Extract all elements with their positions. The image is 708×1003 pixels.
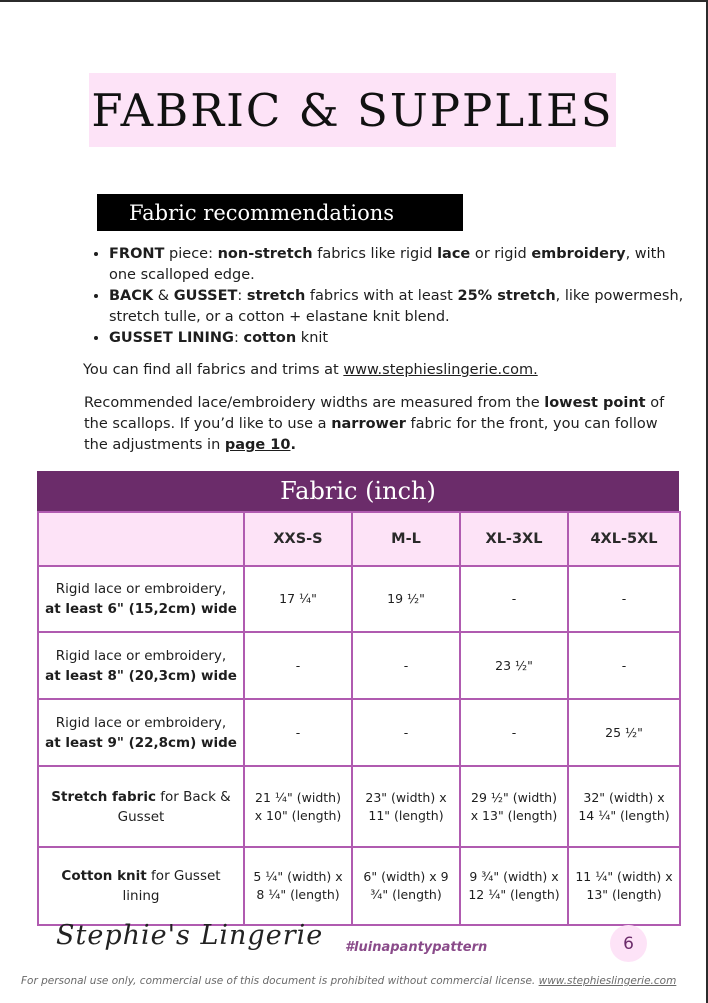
text: Rigid lace or embroidery,: [55, 647, 227, 664]
table-cell: 19 ½": [352, 566, 460, 632]
text: fabric for the front, you can follow the adjustments in: [84, 416, 658, 453]
bold-text: at least 8" (20,3cm) wide: [45, 667, 237, 684]
list-item-back: [109, 286, 689, 328]
table-cell: 23" (width) x 11" (length): [352, 766, 460, 847]
table-cell: 23 ½": [460, 632, 568, 699]
row-label: [38, 766, 244, 847]
table-cell: -: [244, 699, 352, 766]
text: , like powermesh, stretch tulle, or a cotton + elastane knit blend.: [109, 288, 684, 325]
table-cell: 6" (width) x 9 ¾" (length): [352, 847, 460, 925]
bold-text: FRONT: [109, 246, 165, 262]
table-row: [38, 632, 680, 699]
table-cell: 25 ½": [568, 699, 680, 766]
bold-text: at least 9" (22,8cm) wide: [45, 734, 237, 751]
footer-link[interactable]: www.stephieslingerie.com: [538, 975, 677, 987]
top-border: [0, 0, 708, 2]
row-label: [38, 699, 244, 766]
text: Recommended lace/embroidery widths are measured from the: [84, 395, 545, 411]
page-number-badge: [610, 925, 647, 962]
text: Rigid lace or embroidery,: [55, 714, 227, 731]
table-cell: -: [244, 632, 352, 699]
title-banner: [89, 73, 616, 147]
table-row: [38, 699, 680, 766]
text: You can find all fabrics and trims at: [83, 362, 344, 378]
table-cell: 32" (width) x 14 ¼" (length): [568, 766, 680, 847]
bold-text: embroidery: [531, 246, 626, 262]
fabric-size-table: [37, 511, 681, 926]
bold-text: BACK: [109, 288, 154, 304]
table-cell: 5 ¼" (width) x 8 ¼" (length): [244, 847, 352, 925]
hashtag: #luinapantypattern: [345, 940, 488, 955]
table-row: [38, 766, 680, 847]
signature-logo: Stephie's Lingerie: [56, 920, 324, 951]
row-label: [38, 847, 244, 925]
table-cell: 21 ¼" (width) x 10" (length): [244, 766, 352, 847]
page-number: 6: [623, 933, 634, 954]
bold-text: lace: [437, 246, 471, 262]
text: or rigid: [470, 246, 532, 262]
page-reference-link[interactable]: page 10: [224, 437, 291, 453]
text: :: [237, 288, 247, 304]
text: For personal use only, commercial use of this document is prohibited without commercial license.: [21, 975, 539, 987]
table-cell: 9 ¾" (width) x 12 ¼" (length): [460, 847, 568, 925]
row-label: [38, 566, 244, 632]
column-header: XL-3XL: [460, 512, 568, 566]
table-cell: -: [352, 699, 460, 766]
table-cell: -: [568, 632, 680, 699]
page-title: FABRIC & SUPPLIES: [91, 83, 614, 137]
text: :: [233, 330, 244, 346]
bold-text: stretch: [246, 288, 306, 304]
text: , with one scalloped edge.: [109, 246, 666, 283]
subheading-banner: [97, 194, 463, 231]
text: Rigid lace or embroidery,: [55, 581, 227, 597]
bold-text: at least 6" (15,2cm) wide: [45, 601, 237, 617]
bold-text: cotton: [243, 330, 297, 346]
table-heading: Fabric (inch): [37, 471, 679, 511]
bold-text: Cotton knit: [61, 868, 147, 884]
bold-text: GUSSET: [173, 288, 238, 304]
bold-text: lowest point: [544, 395, 646, 411]
bold-text: narrower: [331, 416, 406, 432]
bold-text: .: [290, 437, 296, 453]
table-header-row: [38, 512, 680, 566]
text: fabrics with at least: [305, 288, 458, 304]
column-header: 4XL-5XL: [568, 512, 680, 566]
bold-text: GUSSET LINING: [109, 330, 234, 346]
bold-text: 25% stretch: [457, 288, 556, 304]
text: fabrics like rigid: [312, 246, 438, 262]
fabric-bullet-list: [90, 244, 689, 349]
table-row: [38, 847, 680, 925]
table-cell: 17 ¼": [244, 566, 352, 632]
shop-paragraph: [83, 360, 663, 381]
fabric-table: [37, 471, 679, 926]
bold-text: non-stretch: [217, 246, 313, 262]
text: knit: [296, 330, 329, 346]
table-cell: -: [460, 566, 568, 632]
text: for Gusset lining: [122, 868, 221, 904]
table-row: [38, 566, 680, 632]
recommend-paragraph: [84, 393, 669, 456]
column-header: XXS-S: [244, 512, 352, 566]
list-item-front: [109, 244, 689, 286]
bold-text: Stretch fabric: [51, 788, 156, 805]
row-label: [38, 632, 244, 699]
text: &: [153, 288, 174, 304]
table-cell: -: [568, 566, 680, 632]
text: for Back & Gusset: [117, 788, 231, 825]
table-cell: 29 ½" (width) x 13" (length): [460, 766, 568, 847]
table-cell: 11 ¼" (width) x 13" (length): [568, 847, 680, 925]
column-header: M-L: [352, 512, 460, 566]
table-cell: -: [460, 699, 568, 766]
shop-link[interactable]: www.stephieslingerie.com.: [343, 362, 538, 378]
text: of the scallops. If you’d like to use a: [84, 395, 665, 432]
text: piece:: [164, 246, 218, 262]
footer-notice: [21, 975, 681, 987]
table-cell: -: [352, 632, 460, 699]
list-item-lining: [109, 328, 689, 349]
header-empty-cell: [38, 512, 244, 566]
section-heading: Fabric recommendations: [129, 200, 395, 225]
